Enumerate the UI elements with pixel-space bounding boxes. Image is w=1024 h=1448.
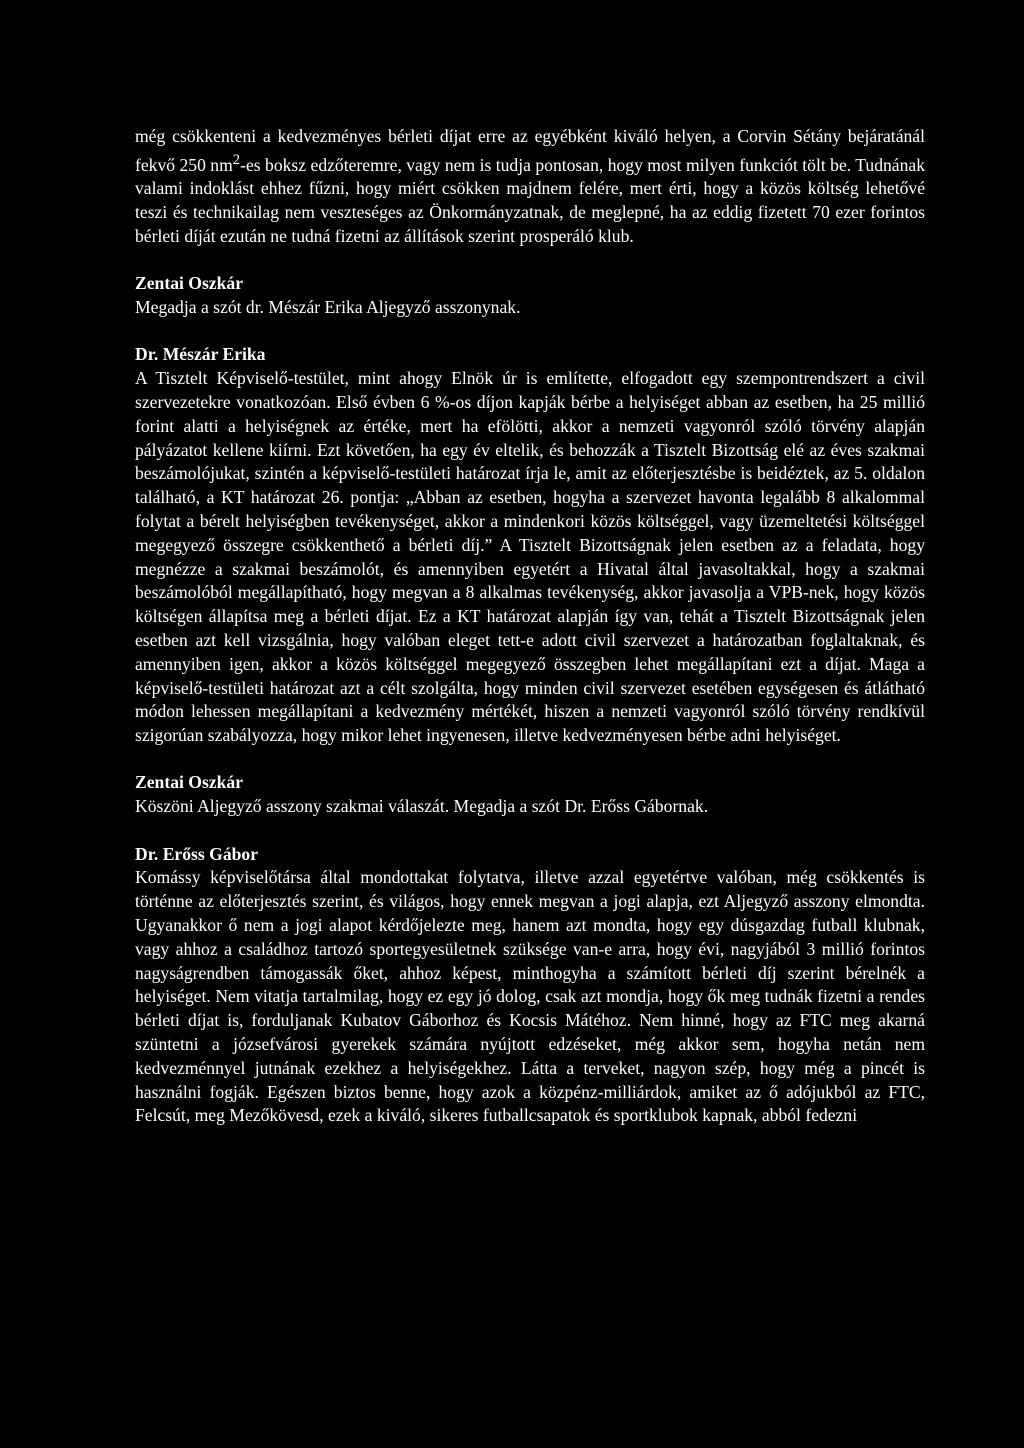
- intro-text-part-2: -es boksz edzőteremre, vagy nem is tudja pontosan, hogy most milyen funkciót tölt be. Tudnának valami indoklást ehhez fűzni, hogy miért csökken majdnem felére, mert érti, hogy a közös költség lehetővé teszi és technikailag nem veszteséges az Önkormányzatnak, de meglepné, ha az eddig fizetett 70 ezer forintos bérleti díját ezután ne tudná fizetni az állítások szerint prosperáló klub.: [135, 154, 925, 247]
- speech-text: Megadja a szót dr. Mészár Erika Aljegyző asszonynak.: [135, 297, 521, 318]
- speaker-name: Dr. Mészár Erika: [135, 344, 266, 365]
- speech-block-zentai-1: [135, 272, 925, 320]
- intro-paragraph: [135, 125, 925, 249]
- intro-text-part-1: még csökkenteni a kedvezményes bérleti díjat erre az egyébként kiváló helyen, a Corvin Sétány bejáratánál fekvő 250 nm: [135, 126, 925, 175]
- speaker-name: Zentai Oszkár: [135, 772, 244, 793]
- speech-text: Köszöni Aljegyző asszony szakmai válaszát. Megadja a szót Dr. Erőss Gábornak.: [135, 796, 709, 817]
- speech-block-meszar: [135, 343, 925, 748]
- speaker-name: Zentai Oszkár: [135, 273, 244, 294]
- speech-block-zentai-2: [135, 771, 925, 819]
- speaker-name: Dr. Erőss Gábor: [135, 843, 259, 864]
- superscript: 2: [232, 151, 241, 168]
- document-page: [135, 125, 925, 1128]
- speech-block-eross: [135, 843, 925, 1129]
- speech-text: A Tisztelt Képviselő-testület, mint ahogy Elnök úr is említette, elfogadott egy szempontrendszert a civil szervezetekre vonatkozóan. Első évben 6 %-os díjon kapják bérbe a helyiséget abban az esetben, ha 25 millió forint alatti a helyiségnek az értéke, mert ha efölötti, akkor a nemzeti vagyonról szóló törvény alapján pályázatot kellene kiírni. Ezt követően, ha egy év eltelik, és behozzák a Tisztelt Bizottság elé az éves szakmai beszámolójukat, szintén a képviselő-testületi határozat írja le, amit az előterjesztésbe is beidéztek, az 5. oldalon található, a KT határozat 26. pontja: „Abban az esetben, hogyha a szervezet havonta legalább 8 alkalommal folytat a bérelt helyiségben tevékenységet, akkor a mindenkori közös költséggel, vagy üzemeltetési költséggel megegyező összegre csökkenthető a bérleti díj.” A Tisztelt Bizottságnak jelen esetben az a feladata, hogy megnézze a szakmai beszámolót, és amennyiben egyetért a Hivatal által javasoltakkal, hogy a szakmai beszámolóból megállapítható, hogy megvan a 8 alkalmas tevékenység, akkor javasolja a VPB-nek, hogy közös költségen állapítsa meg a bérleti díjat. Ez a KT határozat alapján így van, tehát a Tisztelt Bizottságnak jelen esetben azt kell vizsgálnia, hogy valóban eleget tett-e adott civil szervezet a határozatban foglaltaknak, és amennyiben igen, akkor a közös költséggel megegyező összegben lehet megállapítani ezt a díjat. Maga a képviselő-testületi határozat azt a célt szolgálta, hogy minden civil szervezet esetében egységesen és átlátható módon lehessen megállapítani a kedvezmény mértékét, hiszen a nemzeti vagyonról szóló törvény rendkívül szigorúan szabályozza, hogy mikor lehet ingyenesen, illetve kedvezményesen bérbe adni helyiséget.: [135, 368, 925, 746]
- speech-text: Komássy képviselőtársa által mondottakat folytatva, illetve azzal egyetértve valóban, még csökkentés is történne az előterjesztés szerint, és világos, hogy ennek megvan a jogi alapja, ezt Aljegyző asszony elmondta. Ugyanakkor ő nem a jogi alapot kérdőjelezte meg, hanem azt mondta, hogy egy dúsgazdag futball klubnak, vagy ahhoz a családhoz tartozó sportegyesületnek szüksége van-e arra, hogy évi, nagyjából 3 millió forintos nagyságrendben támogassák őket, ahhoz képest, minthogyha a számított bérleti díj szerint bérelnék a helyiséget. Nem vitatja tartalmilag, hogy ez egy jó dolog, csak azt mondja, hogy ők meg tudnák fizetni a rendes bérleti díjat is, forduljanak Kubatov Gáborhoz és Kocsis Mátéhoz. Nem hinné, hogy az FTC meg akarná szüntetni a józsefvárosi gyerekek számára nyújtott edzéseket, még akkor sem, hogyha netán nem kedvezménnyel jutnának ezekhez a helyiségekhez. Látta a terveket, nagyon szép, hogy még a pincét is használni fogják. Egészen biztos benne, hogy azok a közpénz-milliárdok, amiket az ő adójukból az FTC, Felcsút, meg Mezőkövesd, ezek a kiváló, sikeres futballcsapatok és sportklubok kapnak, abból fedezni: [135, 867, 925, 1126]
